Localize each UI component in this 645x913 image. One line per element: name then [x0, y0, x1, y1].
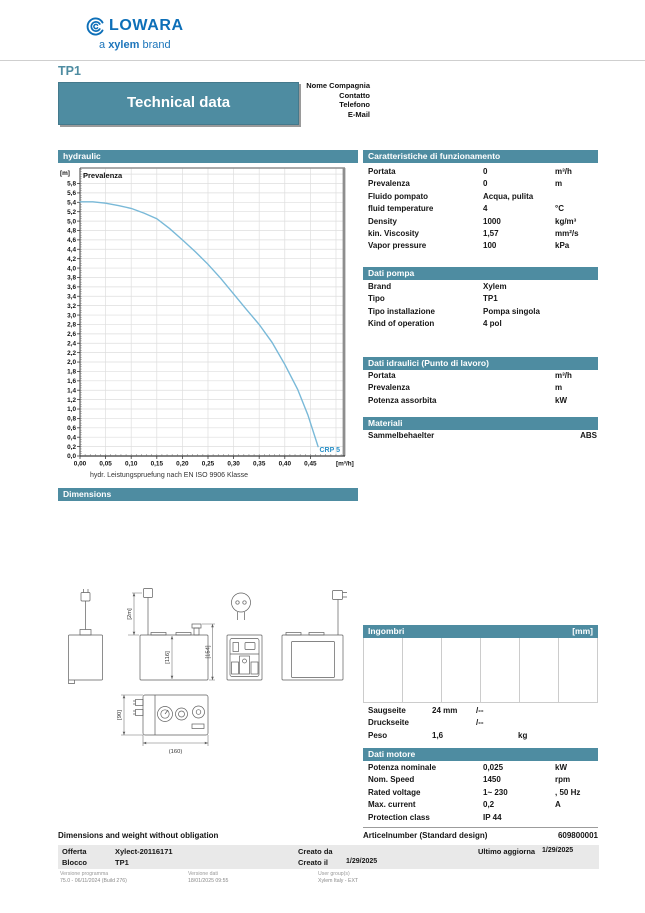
spec-row	[363, 370, 598, 382]
y-tick-label: 2,2	[67, 349, 76, 357]
contact-email-label: E-Mail	[347, 110, 370, 120]
spec-unit	[555, 318, 598, 330]
drawing-side-view	[69, 589, 103, 684]
drawing-panel-view	[227, 593, 262, 680]
ingombri-cell	[481, 638, 520, 702]
ingombri-unit-badge: [mm]	[572, 626, 593, 636]
spec-row	[363, 787, 598, 799]
pump-curve-chart	[58, 163, 358, 485]
ingombri-cell	[403, 638, 442, 702]
spec-value: IP 44	[483, 812, 502, 822]
spec-unit	[555, 306, 598, 318]
fineprint-label: User group(s)	[318, 871, 350, 877]
spec-row	[363, 430, 598, 442]
y-tick-label: 3,6	[67, 284, 76, 292]
y-tick-label: 4,6	[67, 237, 76, 245]
ultimo-aggiorna-label: Ultimo aggiorna	[478, 847, 536, 856]
section-bar-dati-idraulici: Dati idraulici (Punto di lavoro)	[363, 357, 598, 370]
section-bar-dati-motore: Dati motore	[363, 748, 598, 761]
disclaimer-text: Dimensions and weight without obligation	[58, 831, 219, 840]
drawing-top-view	[117, 695, 208, 755]
contact-company-label: Nome Compagnia	[306, 81, 370, 90]
y-tick-label: 5,8	[67, 180, 76, 188]
spec-unit: m	[555, 179, 563, 189]
x-tick-label: 0,35	[252, 460, 266, 468]
dati-pompa-rows	[363, 281, 598, 331]
spec-row	[363, 799, 598, 811]
y-tick-label: 2,4	[67, 340, 76, 348]
spec-row	[363, 705, 598, 717]
spec-unit: , 50 Hz	[555, 787, 581, 797]
y-tick-label: 3,2	[67, 302, 76, 310]
spec-label: Vapor pressure	[368, 241, 427, 251]
spec-unit: m	[555, 383, 563, 393]
y-tick-label: 5,2	[67, 208, 76, 216]
spec-unit: mm²/s	[555, 229, 579, 239]
spec-label: kin. Viscosity	[368, 229, 419, 239]
section-bar-hydraulic: hydraulic	[58, 150, 358, 163]
spec-value: 1~ 230	[483, 787, 508, 797]
spec-value: 1,6	[432, 730, 444, 740]
dim-cable-length: [2m]	[127, 608, 133, 620]
spec-row	[363, 382, 598, 394]
spec-slash	[476, 730, 518, 742]
spec-value: 0	[483, 179, 488, 189]
spec-unit: rpm	[555, 775, 571, 785]
offerta-value: Xylect-20116171	[115, 847, 173, 856]
spec-unit: m³/h	[555, 167, 572, 176]
funzionamento-rows	[363, 166, 598, 253]
spec-label: Portata	[368, 371, 396, 380]
footer-info-bar	[58, 845, 599, 869]
y-tick-label: 1,0	[67, 406, 76, 414]
curve-title: Prevalenza	[83, 171, 123, 180]
spec-row	[363, 203, 598, 215]
spec-row	[363, 281, 598, 293]
spec-value: 0,2	[483, 800, 495, 810]
spec-row	[363, 395, 598, 407]
spec-unit: kW	[555, 395, 567, 405]
offerta-label: Offerta	[62, 847, 87, 856]
spec-row	[363, 191, 598, 203]
spec-value: 24 mm	[432, 706, 458, 715]
y-tick-label: 5,0	[67, 218, 76, 226]
y-tick-label: 0,0	[67, 453, 76, 461]
product-title: TP1	[58, 64, 81, 78]
document-title-box: Technical data	[58, 82, 299, 125]
article-number-value: 609800001	[557, 831, 598, 840]
article-number-label: Articelnumber (Standard design)	[363, 831, 488, 840]
x-tick-label: 0,25	[201, 460, 215, 468]
fineprint-user-group	[318, 871, 358, 885]
spec-label: Prevalenza	[368, 383, 410, 393]
spec-label: Prevalenza	[368, 179, 410, 189]
spec-value: 1000	[483, 216, 501, 226]
dati-idraulici-rows	[363, 370, 598, 407]
spec-row	[363, 178, 598, 190]
y-tick-label: 4,8	[67, 227, 76, 235]
spec-label: Potenza assorbita	[368, 395, 437, 405]
blocco-value: TP1	[115, 858, 129, 867]
x-axis-unit: [m³/h]	[336, 460, 354, 468]
dim-width: (160)	[168, 749, 183, 755]
spec-row	[363, 293, 598, 305]
spec-unit: ABS	[580, 431, 597, 440]
chart-caption	[58, 467, 358, 481]
spec-row	[363, 318, 598, 330]
spec-value: 1,57	[483, 229, 499, 239]
contact-phone-label: Telefono	[339, 100, 370, 110]
spec-value: Acqua, pulita	[483, 191, 534, 201]
contact-block	[230, 81, 370, 120]
spec-value: 0	[483, 167, 488, 176]
x-tick-label: 0,20	[176, 460, 189, 468]
spec-unit	[555, 812, 598, 824]
y-tick-label: 0,6	[67, 425, 76, 433]
spec-label: fluid temperature	[368, 204, 434, 214]
tagline-a: a	[99, 39, 109, 51]
y-tick-label: 3,4	[67, 293, 76, 301]
y-tick-label: 4,2	[67, 255, 76, 263]
dati-motore-rows	[363, 762, 598, 824]
spec-label: Fluido pompato	[368, 191, 428, 201]
y-tick-label: 2,8	[67, 321, 76, 329]
ingombri-empty-table	[363, 638, 598, 703]
spec-row	[363, 216, 598, 228]
y-tick-label: 0,8	[67, 415, 76, 423]
spec-unit	[555, 293, 598, 305]
spec-unit: kg	[518, 730, 528, 740]
y-tick-label: 4,4	[67, 246, 76, 254]
y-tick-label: 1,8	[67, 368, 76, 376]
fineprint-label: Versione programma	[60, 871, 109, 877]
x-tick-label: 0,10	[124, 460, 138, 468]
spec-value: 0,025	[483, 763, 504, 772]
chart-caption-text: hydr. Leistungspruefung nach EN ISO 9906 Klasse	[90, 472, 248, 479]
tagline-brand: brand	[139, 39, 171, 51]
y-tick-label: 0,2	[67, 443, 76, 451]
spec-row	[363, 762, 598, 774]
spec-value: 100	[483, 241, 497, 251]
spec-label: Protection class	[368, 812, 430, 822]
section-bar-dati-pompa: Dati pompa	[363, 267, 598, 280]
dim-body-height: [116]	[165, 651, 171, 664]
fineprint-data-version	[188, 871, 228, 885]
curve-series-label: CRP 5	[319, 447, 340, 454]
brand-logo-text: LOWARA	[109, 17, 184, 34]
materiali-rows	[363, 430, 598, 442]
ingombri-rows	[363, 705, 598, 742]
x-tick-label: 0,05	[99, 460, 112, 468]
lowara-swirl-icon	[86, 17, 106, 37]
x-tick-label: 0,40	[278, 460, 292, 468]
spec-value: Pompa singola	[483, 306, 540, 316]
spec-value: 4 pol	[483, 319, 502, 329]
spec-label: Brand	[368, 282, 392, 291]
ultimo-aggiorna-value: 1/29/2025	[542, 847, 574, 854]
section-bar-ingombri	[363, 625, 598, 638]
y-tick-label: 4,0	[67, 265, 76, 273]
spec-label: Saugseite	[368, 706, 406, 715]
spec-unit	[555, 281, 598, 293]
header-divider	[0, 60, 645, 61]
spec-value	[483, 395, 555, 407]
spec-value	[483, 382, 555, 394]
y-tick-label: 1,2	[67, 396, 76, 404]
y-tick-label: 5,4	[67, 199, 76, 207]
spec-unit: °C	[555, 204, 564, 214]
y-tick-label: 2,0	[67, 359, 76, 367]
spec-unit	[555, 191, 598, 203]
spec-row	[363, 717, 598, 729]
fineprint-program-version	[60, 871, 127, 885]
ingombri-cell	[364, 638, 403, 702]
spec-row	[363, 812, 598, 824]
brand-tagline	[99, 39, 171, 51]
spec-unit	[518, 705, 598, 717]
spec-label: Max. current	[368, 800, 416, 810]
spec-row	[363, 166, 598, 178]
blocco-label: Blocco	[62, 858, 88, 867]
section-bar-materiali: Materiali	[363, 417, 598, 430]
y-tick-label: 1,4	[67, 387, 76, 395]
spec-label: Density	[368, 216, 397, 226]
drawing-front-view	[127, 589, 215, 681]
spec-label: Nom. Speed	[368, 775, 415, 785]
spec-slash: /--	[476, 706, 484, 715]
y-tick-label: 5,6	[67, 190, 76, 198]
y-tick-label: 0,4	[67, 434, 76, 442]
dim-total-height: [154]	[205, 645, 212, 659]
y-tick-label: 3,0	[67, 312, 76, 320]
spec-row	[363, 774, 598, 786]
spec-value: 4	[483, 204, 488, 214]
ingombri-cell	[559, 638, 598, 702]
spec-value	[483, 430, 555, 442]
spec-label: Peso	[368, 730, 388, 740]
spec-label: Kind of operation	[368, 319, 435, 329]
drawing-back-view	[282, 591, 347, 681]
spec-label: Rated voltage	[368, 787, 421, 797]
spec-label: Portata	[368, 167, 396, 176]
x-tick-label: 0,30	[227, 460, 240, 468]
spec-unit	[518, 717, 598, 729]
spec-slash: /--	[476, 718, 484, 728]
creato-da-label: Creato da	[298, 847, 333, 856]
spec-row	[363, 240, 598, 252]
tagline-xylem: xylem	[108, 39, 140, 51]
section-bar-funzionamento: Caratteristiche di funzionamento	[363, 150, 598, 163]
spec-label: Sammelbehaelter	[368, 431, 435, 440]
spec-unit: kg/m³	[555, 216, 577, 226]
x-tick-label: 0,15	[150, 460, 164, 468]
spec-row	[363, 228, 598, 240]
creato-il-value: 1/29/2025	[346, 858, 378, 865]
dimension-drawings	[55, 585, 367, 765]
article-number-line	[363, 827, 598, 840]
x-tick-label: 0,00	[73, 460, 87, 468]
spec-label: Tipo installazione	[368, 306, 435, 316]
spec-row	[363, 306, 598, 318]
spec-value: Xylem	[483, 282, 507, 291]
spec-label: Tipo	[368, 294, 385, 304]
spec-label: Potenza nominale	[368, 763, 437, 772]
spec-value	[483, 370, 555, 382]
y-axis-unit: [m]	[60, 170, 70, 177]
spec-row	[363, 730, 598, 742]
spec-unit: kW	[555, 763, 567, 772]
ingombri-title: Ingombri	[368, 626, 405, 636]
spec-value: TP1	[483, 294, 498, 304]
contact-person-label: Contatto	[339, 90, 370, 100]
spec-value: 1450	[483, 775, 501, 785]
x-tick-label: 0,45	[304, 460, 317, 468]
y-tick-label: 2,6	[67, 331, 76, 339]
y-tick-label: 3,8	[67, 274, 76, 282]
fineprint-value: Xylem Italy - EXT	[318, 878, 359, 884]
spec-unit: m³/h	[555, 371, 572, 380]
spec-unit: A	[555, 800, 561, 810]
spec-label: Druckseite	[368, 718, 409, 728]
dim-depth: [90]	[117, 710, 123, 720]
ingombri-cell	[520, 638, 559, 702]
spec-unit: kPa	[555, 241, 570, 251]
ingombri-cell	[442, 638, 481, 702]
section-bar-dimensions: Dimensions	[58, 488, 358, 501]
fineprint-label: Versione dati	[188, 871, 218, 877]
creato-il-label: Creato il	[298, 858, 329, 867]
fineprint-value: 18/01/2025 09:55	[188, 878, 229, 884]
fineprint-value: 75.0 - 06/11/2024 (Build 276)	[60, 878, 127, 884]
y-tick-label: 1,6	[67, 378, 76, 386]
spec-value	[432, 717, 476, 729]
